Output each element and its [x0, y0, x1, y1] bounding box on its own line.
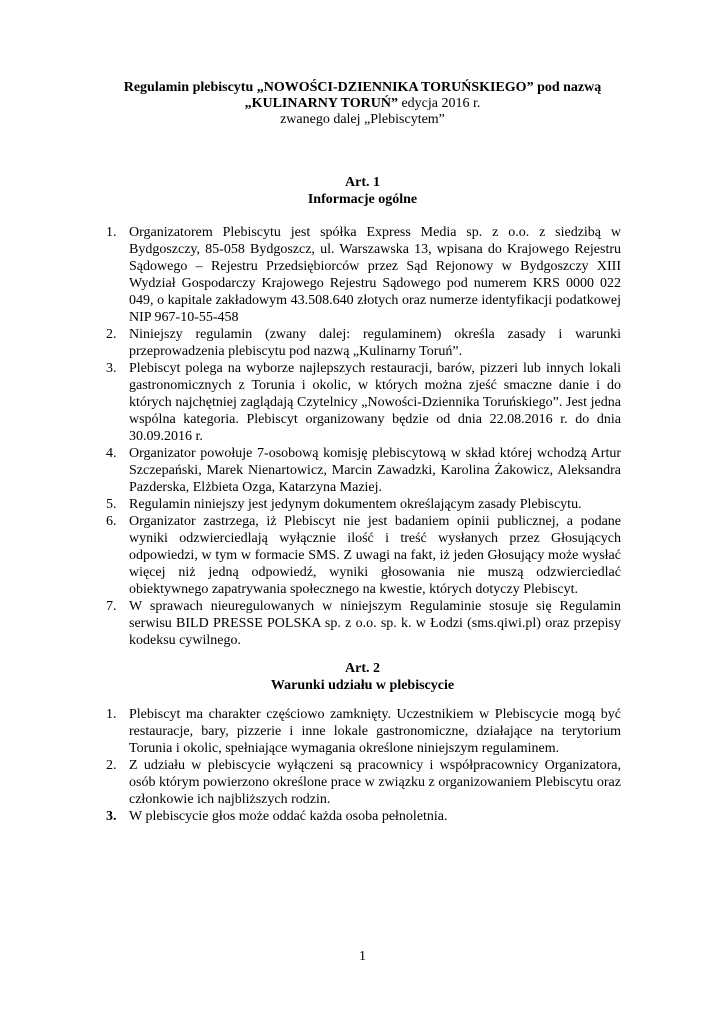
page-number: 1: [359, 949, 366, 964]
title-line-1: Regulamin plebiscytu „NOWOŚCI-DZIENNIKA TORUŃSKIEGO” pod nazwą: [123, 80, 602, 95]
list-item: [106, 808, 621, 825]
item-number: 6.: [106, 514, 117, 529]
item-number: 4.: [106, 446, 117, 461]
list-item: [106, 326, 621, 360]
title-edition: edycja 2016 r.: [397, 96, 481, 111]
article-1-number: Art. 1: [345, 175, 380, 190]
item-text: W plebiscycie głos może oddać każda osoba pełnoletnia.: [129, 809, 448, 824]
item-number: 2.: [106, 758, 117, 773]
list-item: [106, 598, 621, 649]
article-1-list: [106, 224, 621, 649]
item-text: Organizatorem Plebiscytu jest spółka Express Media sp. z o.o. z siedzibą w Bydgoszczy, 85-058 Bydgoszcz, ul. Warszawska 13, wpisana do Krajowego Rejestru Sądowego – Rejestru Przedsiębiorców przez Sąd Rejonowy w Bydgoszczy XIII Wydział Gospodarczy Krajowego Rejestru Sądowego pod numerem KRS 0000 022 049, o kapitale zakładowym 43.508.640 złotych oraz numerze identyfikacji podatkowej NIP 967-10-55-458: [129, 225, 621, 325]
title-line-2: [0, 96, 725, 112]
list-item: [106, 757, 621, 808]
list-item: [106, 224, 621, 326]
article-1-title: Informacje ogólne: [307, 192, 418, 207]
item-text: Plebiscyt polega na wyborze najlepszych restauracji, barów, pizzeri lub innych lokali gastronomicznych z Torunia i okolic, w których można zjeść smaczne danie i do których najchętniej zaglądają Czytelnicy „Nowości-Dziennika Toruńskiego”. Jest jedna wspólna kategoria. Plebiscyt organizowany będzie od dnia 22.08.2016 r. do dnia 30.09.2016 r.: [129, 361, 621, 444]
list-item: [106, 360, 621, 445]
title-line-3: zwanego dalej „Plebiscytem”: [280, 112, 445, 127]
item-text: Organizator powołuje 7-osobową komisję plebiscytową w skład której wchodzą Artur Szczepański, Marek Nienartowicz, Marcin Zawadzki, Karolina Żakowicz, Aleksandra Pazderska, Elżbieta Ozga, Katarzyna Maziej.: [129, 446, 621, 495]
article-2-title: Warunki udziału w plebiscycie: [270, 678, 455, 693]
item-number: 1.: [106, 707, 117, 722]
item-number: 3.: [106, 361, 117, 376]
article-2-list: [106, 706, 621, 825]
article-2-number: Art. 2: [345, 661, 380, 676]
list-item: [106, 496, 621, 513]
item-text: W sprawach nieuregulowanych w niniejszym Regulaminie stosuje się Regulamin serwisu BILD PRESSE POLSKA sp. z o.o. sp. k. w Łodzi (sms.qiwi.pl) oraz przepisy kodeksu cywilnego.: [129, 599, 621, 648]
article-1-heading: [0, 174, 725, 208]
item-text: Organizator zastrzega, iż Plebiscyt nie jest badaniem opinii publicznej, a podane wyniki odzwierciedlają wyłącznie ilość i treść wysłanych przez Głosujących odpowiedzi, w tym w formacie SMS. Z uwagi na fakt, iż jeden Głosujący może wysłać więcej niż jedną odpowiedź, wyniki głosowania nie muszą odzwierciedlać obiektywnego zapatrywania społecznego na kwestie, których dotyczy Plebiscyt.: [129, 514, 621, 597]
article-2-heading: [0, 660, 725, 694]
item-number: 3.: [106, 809, 117, 824]
item-text: Plebiscyt ma charakter częściowo zamknięty. Uczestnikiem w Plebiscycie mogą być restauracje, bary, pizzerie i inne lokale gastronomiczne, działające na terytorium Torunia i okolic, spełniające wymagania określone niniejszym regulaminem.: [129, 707, 621, 756]
list-item: [106, 445, 621, 496]
regulation-title: [0, 80, 725, 128]
item-number: 1.: [106, 225, 117, 240]
title-event-name: „KULINARNY TORUŃ”: [244, 96, 398, 111]
item-text: Niniejszy regulamin (zwany dalej: regulaminem) określa zasady i warunki przeprowadzenia plebiscytu pod nazwą „Kulinarny Toruń”.: [129, 327, 621, 359]
item-text: Regulamin niniejszy jest jedynym dokumentem określającym zasady Plebiscytu.: [129, 497, 582, 512]
list-item: [106, 513, 621, 598]
list-item: [106, 706, 621, 757]
item-text: Z udziału w plebiscycie wyłączeni są pracownicy i współpracownicy Organizatora, osób którym powierzono określone prace w związku z organizowaniem Plebiscytu oraz członkowie ich najbliższych rodzin.: [129, 758, 621, 807]
item-number: 2.: [106, 327, 117, 342]
item-number: 7.: [106, 599, 117, 614]
item-number: 5.: [106, 497, 117, 512]
